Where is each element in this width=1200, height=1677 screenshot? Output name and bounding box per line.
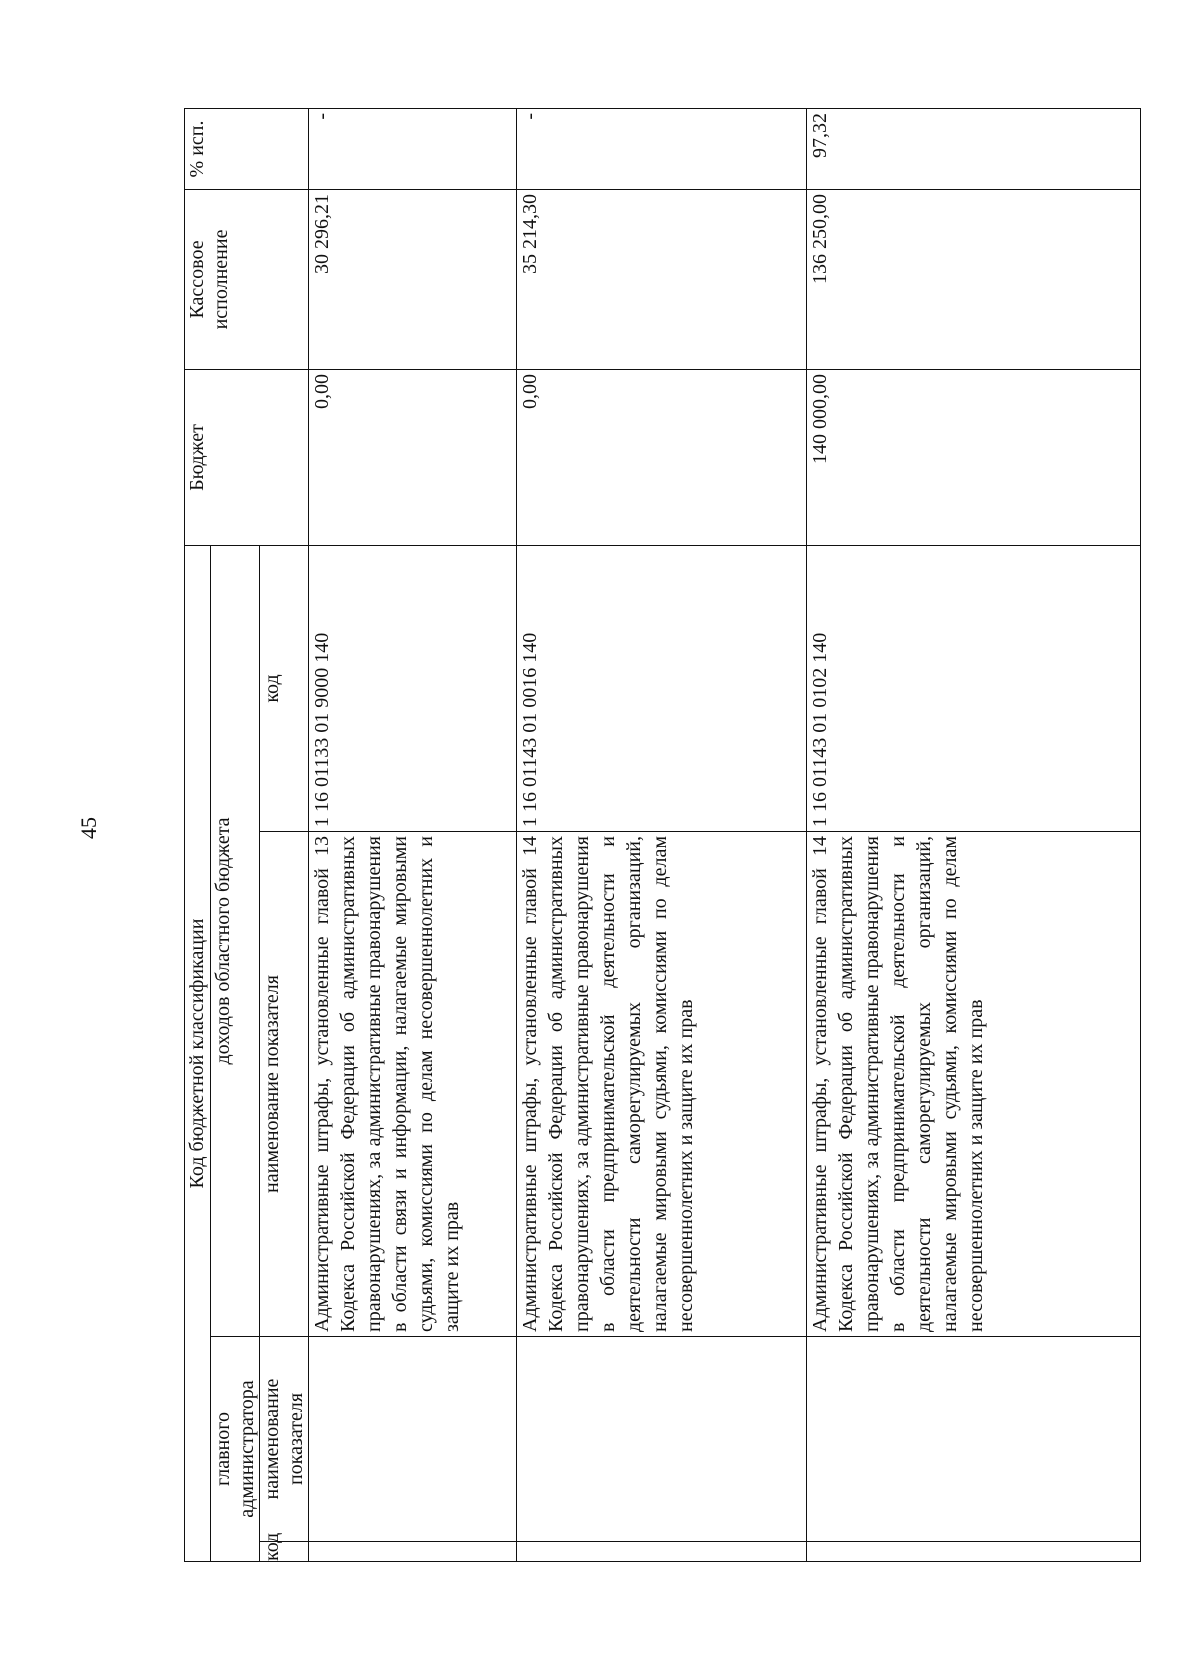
header-revenue-group: доходов областного бюджета	[211, 545, 260, 1336]
row-description: Административные штрафы, установленные главой 14 Кодекса Российской Федерации об административных правонарушениях, за административные правонарушения в области предпринимательской деятельности и деятельности саморегулируемых организаций, налагаемые мировыми судьями, комиссиями по делам несовершеннолетних и защите их прав	[807, 832, 1141, 1337]
header-percent: % исп.	[185, 108, 309, 189]
table-row	[517, 108, 807, 1561]
header-admin-group: главного администратора	[211, 1337, 260, 1562]
admin-name-cell	[517, 1337, 807, 1542]
row-percent: -	[309, 108, 517, 189]
table-row	[309, 108, 517, 1561]
header-revenue-name: наименование показателя	[260, 832, 309, 1337]
header-cash: Кассовое исполнение	[185, 189, 309, 369]
row-cash: 35 214,30	[517, 189, 807, 369]
header-revenue-code: код	[260, 545, 309, 831]
row-budget: 0,00	[517, 369, 807, 545]
row-budget: 0,00	[309, 369, 517, 545]
admin-name-cell	[807, 1337, 1141, 1542]
row-budget: 140 000,00	[807, 369, 1141, 545]
row-percent: -	[517, 108, 807, 189]
table-row	[807, 108, 1141, 1561]
admin-code-cell	[807, 1542, 1141, 1562]
row-description: Административные штрафы, установленные главой 13 Кодекса Российской Федерации об административных правонарушениях, за административные правонарушения в области связи и информации, налагаемые мировыми судьями, комиссиями по делам несовершеннолетних и защите их прав	[309, 832, 517, 1337]
admin-code-cell	[309, 1542, 517, 1562]
header-admin-code: код	[260, 1542, 309, 1562]
budget-table	[184, 108, 1141, 1562]
row-description: Административные штрафы, установленные главой 14 Кодекса Российской Федерации об административных правонарушениях, за административные правонарушения в области предпринимательской деятельности и деятельности саморегулируемых организаций, налагаемые мировыми судьями, комиссиями по делам несовершеннолетних и защите их прав	[517, 832, 807, 1337]
header-budget: Бюджет	[185, 369, 309, 545]
page-number: 45	[76, 817, 101, 839]
row-code: 1 16 01143 01 0102 140	[807, 545, 1141, 831]
admin-name-cell	[309, 1337, 517, 1542]
row-code: 1 16 01133 01 9000 140	[309, 545, 517, 831]
rotated-table-canvas	[184, 109, 1092, 1562]
row-code: 1 16 01143 01 0016 140	[517, 545, 807, 831]
header-admin-name: наименование показателя	[260, 1337, 309, 1542]
row-percent: 97,32	[807, 108, 1141, 189]
header-classification: Код бюджетной классификации	[185, 545, 211, 1561]
row-cash: 30 296,21	[309, 189, 517, 369]
row-cash: 136 250,00	[807, 189, 1141, 369]
admin-code-cell	[517, 1542, 807, 1562]
